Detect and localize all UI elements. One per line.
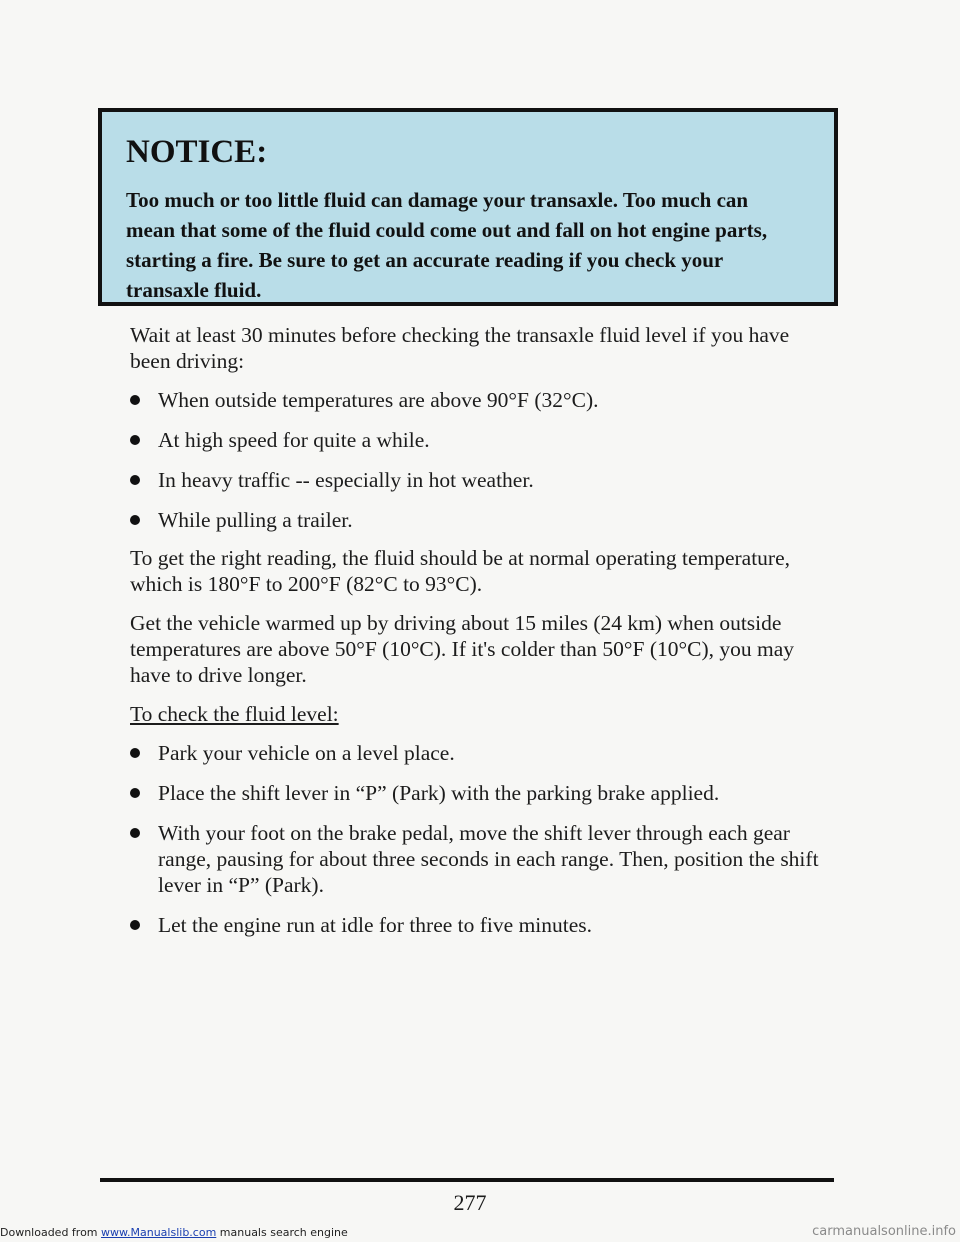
steps-list [130,740,830,938]
list-item [130,507,830,533]
bullet-icon [130,515,140,525]
page-number: 277 [453,1190,487,1215]
notice-title: NOTICE: [126,134,268,170]
list-item-text: In heavy traffic -- especially in hot weather. [158,468,534,492]
list-item [130,912,830,938]
source-suffix: manuals search engine [219,1226,348,1239]
source-link[interactable]: www.Manualslib.com [101,1226,217,1239]
list-item [130,820,830,898]
check-heading: To check the fluid level: [130,702,339,726]
list-item-text: Place the shift lever in “P” (Park) with the parking brake applied. [158,781,720,805]
temperature-paragraph: To get the right reading, the fluid should be at normal operating temperature, which is 180°F to 200°F (82°C to 93°C). [130,546,791,596]
bullet-icon [130,828,140,838]
list-item-text: Let the engine run at idle for three to five minutes. [158,913,593,937]
list-item-text: Park your vehicle on a level place. [158,741,455,765]
bullet-icon [130,748,140,758]
list-item [130,740,830,766]
list-item [130,387,830,413]
list-item-text: With your foot on the brake pedal, move the shift lever through each gear range, pausing for about three seconds in each range. Then, position the shift lever in “P” (Park). [158,821,819,897]
main-content [130,322,830,952]
footer-rule [100,1178,834,1182]
source-prefix: Downloaded from [0,1226,98,1239]
intro-paragraph: Wait at least 30 minutes before checking the transaxle fluid level if you have been driving: [130,323,790,373]
bullet-icon [130,475,140,485]
download-source [0,1226,348,1239]
warmup-paragraph: Get the vehicle warmed up by driving about 15 miles (24 km) when outside temperatures are above 50°F (10°C). If it's colder than 50°F (10°C), you may have to drive longer. [130,611,794,687]
bullet-icon [130,920,140,930]
list-item-text: When outside temperatures are above 90°F (32°C). [158,388,599,412]
notice-body: Too much or too little fluid can damage your transaxle. Too much can mean that some of the fluid could come out and fall on hot engine parts, starting a fire. Be sure to get an accurate reading if you check your transaxle fluid. [126,188,768,302]
list-item-text: While pulling a trailer. [158,508,353,532]
conditions-list [130,387,830,533]
bullet-icon [130,435,140,445]
bullet-icon [130,395,140,405]
list-item [130,467,830,493]
list-item [130,780,830,806]
list-item-text: At high speed for quite a while. [158,428,430,452]
bullet-icon [130,788,140,798]
list-item [130,427,830,453]
watermark: carmanualsonline.info [812,1224,956,1239]
notice-box [98,108,838,306]
